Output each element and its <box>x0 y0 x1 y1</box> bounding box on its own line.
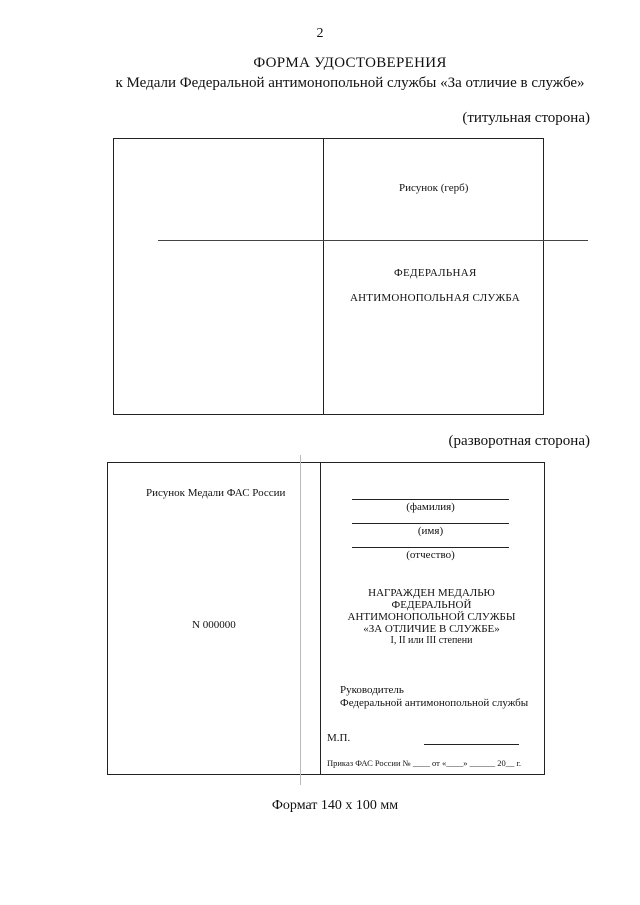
signature-line <box>424 744 519 745</box>
cover-frame <box>113 138 544 415</box>
form-title: ФОРМА УДОСТОВЕРЕНИЯ <box>253 55 447 71</box>
cover-fold-line <box>323 138 324 415</box>
head-title-line1: Руководитель <box>340 684 404 696</box>
seal-placeholder: М.П. <box>327 732 351 744</box>
award-line2: ФЕДЕРАЛЬНОЙ <box>391 599 472 611</box>
emblem-caption: Рисунок (герб) <box>399 182 469 194</box>
award-line1: НАГРАЖДЕН МЕДАЛЬЮ <box>368 587 495 599</box>
award-line3: АНТИМОНОПОЛЬНОЙ СЛУЖБЫ <box>347 611 516 623</box>
head-title-line2: Федеральной антимонопольной службы <box>340 697 529 709</box>
format-note: Формат 140 х 100 мм <box>271 798 399 813</box>
page-number: 2 <box>316 26 324 41</box>
scan-artifact-line <box>300 455 301 785</box>
surname-line <box>352 499 509 500</box>
patronymic-caption: (отчество) <box>406 549 455 561</box>
cover-org-line1: ФЕДЕРАЛЬНАЯ <box>394 267 477 279</box>
cover-org-line2: АНТИМОНОПОЛЬНАЯ СЛУЖБА <box>350 292 520 304</box>
medal-caption: Рисунок Медали ФАС России <box>146 487 286 499</box>
spread-side-label: (разворотная сторона) <box>448 433 590 449</box>
award-line4: «ЗА ОТЛИЧИЕ В СЛУЖБЕ» <box>363 623 500 635</box>
cover-side-label: (титульная сторона) <box>462 110 590 126</box>
order-reference: Приказ ФАС России № ____ от «____» ______ 20__ г. <box>327 758 521 768</box>
certificate-number: N 000000 <box>192 619 236 631</box>
award-degree: I, II или III степени <box>390 635 473 646</box>
name-line <box>352 523 509 524</box>
patronymic-line <box>352 547 509 548</box>
form-subtitle: к Медали Федеральной антимонопольной службы «За отличие в службе» <box>115 75 585 91</box>
name-caption: (имя) <box>417 525 444 537</box>
surname-caption: (фамилия) <box>406 501 455 513</box>
cover-guide-line <box>158 240 588 241</box>
